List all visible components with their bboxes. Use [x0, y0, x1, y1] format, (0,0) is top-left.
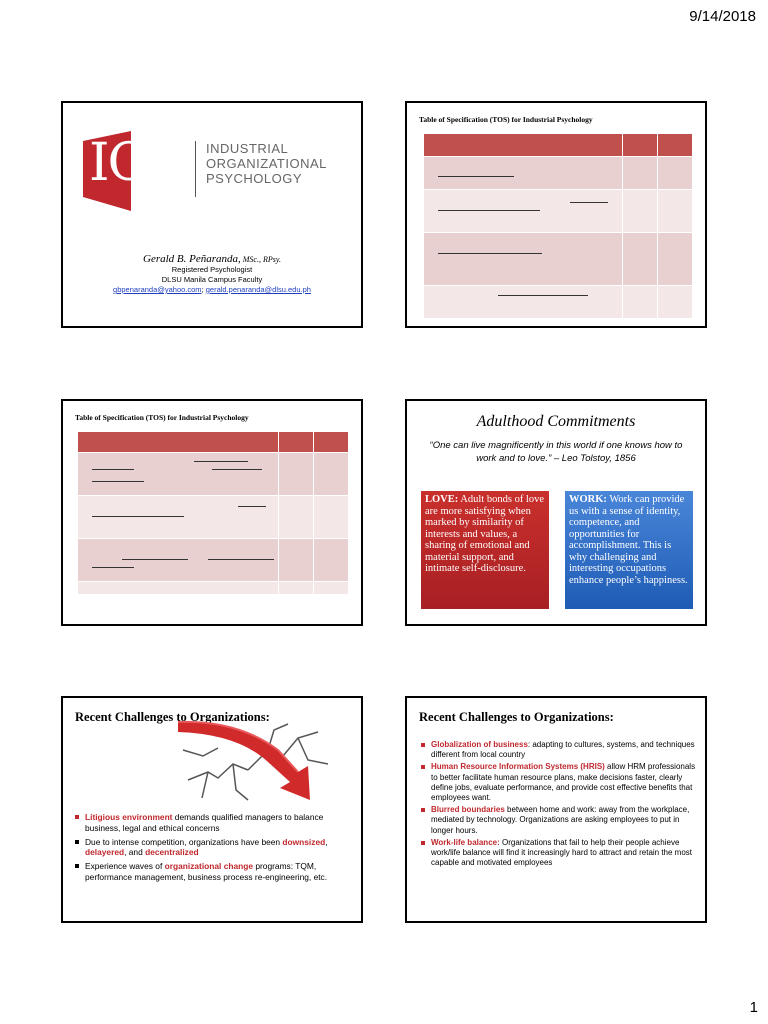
- author-emails: gbpenaranda@yahoo.com; gerald.penaranda@dlsu.edu.ph: [113, 285, 311, 294]
- slide-tos-1: [405, 101, 707, 328]
- tos-title: Table of Specification (TOS) for Industrial Psychology: [75, 413, 249, 422]
- bullet-list: [421, 740, 697, 870]
- cracked-wall-arrow-icon: [178, 720, 338, 808]
- slide-challenges-2: [405, 696, 707, 923]
- list-item: Blurred boundaries between home and work: away from the workplace, mediated by technology. Organizations are asking employees to put in longer hours.: [421, 805, 697, 836]
- table-row: [424, 190, 693, 233]
- slide-title: Adulthood Commitments: [476, 413, 636, 430]
- page-date: 9/14/2018: [689, 8, 756, 25]
- slide-challenges-1: [61, 696, 363, 923]
- author-name: Gerald B. Peñaranda, MSc., RPsy.: [143, 253, 281, 265]
- tos-table: [77, 431, 349, 595]
- table-header-row: [424, 134, 693, 157]
- author-affiliation: DLSU Manila Campus Faculty: [161, 275, 263, 284]
- list-item: Globalization of business: adapting to cultures, systems, and techniques different from local country: [421, 740, 697, 760]
- logo-title: INDUSTRIAL ORGANIZATIONAL PSYCHOLOGY: [206, 141, 327, 186]
- table-row: [424, 157, 693, 190]
- logo-letters: IO: [89, 133, 149, 193]
- table-row: [78, 539, 349, 582]
- author-block: [63, 253, 361, 295]
- slide-title: Recent Challenges to Organizations:: [419, 710, 614, 724]
- table-row: [424, 286, 693, 319]
- table-row: [78, 582, 349, 595]
- list-item: Human Resource Information Systems (HRIS) allow HRM professionals to better facilitate human resource plans, make decisions faster, clearly define jobs, evaluate performance, and provide cost effective benefits that employees want.: [421, 762, 697, 803]
- table-row: [78, 453, 349, 496]
- author-title: Registered Psychologist: [171, 265, 253, 274]
- slide-adulthood: [405, 399, 707, 626]
- slide-title: Recent Challenges to Organizations:: [75, 710, 270, 724]
- list-item: Work-life balance: Organizations that fail to help their people achieve work/life balance will find it increasingly hard to attract and retain the most capable and motivated employees: [421, 838, 697, 869]
- list-item: Litigious environment demands qualified managers to balance business, legal and ethical concerns: [75, 812, 353, 834]
- work-box: WORK: Work can provide us with a sense of identity, competence, and opportunities for accomplishment. This is why challenging and interesting occupations enhance people’s happiness.: [565, 491, 693, 609]
- slide-title: [61, 101, 363, 328]
- table-header-row: [78, 432, 349, 453]
- table-row: [424, 233, 693, 286]
- tos-table: [423, 133, 693, 319]
- list-item: Due to intense competition, organizations have been downsized, delayered, and decentralized: [75, 837, 353, 859]
- page-number: 1: [749, 999, 758, 1016]
- email-link-yahoo[interactable]: gbpenaranda@yahoo.com: [113, 285, 202, 294]
- logo-divider: [195, 141, 196, 197]
- table-row: [78, 496, 349, 539]
- list-item: Experience waves of organizational change programs: TQM, performance management, business process re-engineering, etc.: [75, 861, 353, 883]
- email-link-dlsu[interactable]: gerald.penaranda@dlsu.edu.ph: [205, 285, 311, 294]
- slide-tos-2: [61, 399, 363, 626]
- bullet-list: [75, 812, 353, 886]
- love-box: LOVE: Adult bonds of love are more satisfying when marked by similarity of interests and values, a sharing of emotional and material support, and intimate self-disclosure.: [421, 491, 549, 609]
- tos-title: Table of Specification (TOS) for Industrial Psychology: [419, 115, 593, 124]
- quote-text: “One can live magnificently in this world if one knows how to work and to love.” – Leo Tolstoy, 1856: [429, 440, 683, 464]
